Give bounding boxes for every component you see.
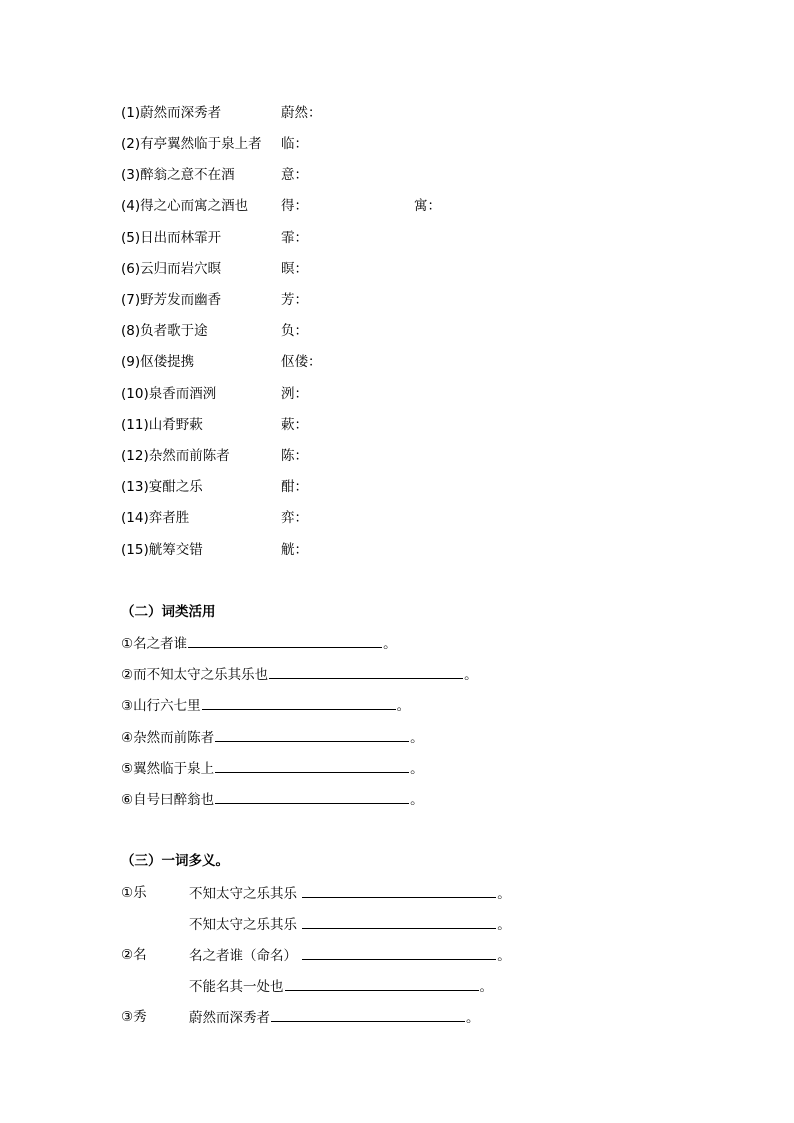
vocab-word: 陈： <box>281 448 308 464</box>
answer-blank[interactable] <box>215 728 409 742</box>
vocab-phrase: (15)觥筹交错 <box>121 542 203 558</box>
vocab-phrase: (14)弈者胜 <box>121 510 190 526</box>
polysemy-line: 蔚然而深秀者 。 <box>189 1010 480 1026</box>
vocab-word: 负： <box>281 323 308 339</box>
answer-blank[interactable] <box>215 759 409 773</box>
answer-blank[interactable] <box>285 977 479 991</box>
vocab-word: 芳： <box>281 292 308 308</box>
answer-blank[interactable] <box>271 1008 465 1022</box>
exercise-line: ②而不知太守之乐其乐也 。 <box>121 667 478 683</box>
polysemy-label: ①乐 <box>121 885 147 901</box>
vocab-phrase: (11)山肴野蔌 <box>121 417 203 433</box>
vocab-word: 伛偻： <box>281 354 322 370</box>
exercise-line: ①名之者谁 。 <box>121 636 397 652</box>
vocab-phrase: (6)云归而岩穴暝 <box>121 261 222 277</box>
answer-blank[interactable] <box>269 665 463 679</box>
vocab-phrase: (9)伛偻提携 <box>121 354 195 370</box>
vocab-word: 觥： <box>281 542 308 558</box>
vocab-word: 霏： <box>281 230 308 246</box>
answer-blank[interactable] <box>302 915 496 929</box>
exercise-line: ⑥自号曰醉翁也 。 <box>121 792 424 808</box>
vocab-word: 洌： <box>281 386 308 402</box>
vocab-word: 蔌： <box>281 417 308 433</box>
answer-blank[interactable] <box>302 884 496 898</box>
vocab-phrase: (2)有亭翼然临于泉上者 <box>121 136 262 152</box>
exercise-line: ④杂然而前陈者 。 <box>121 730 424 746</box>
vocab-phrase: (8)负者歌于途 <box>121 323 208 339</box>
vocab-phrase: (7)野芳发而幽香 <box>121 292 222 308</box>
polysemy-line: 名之者谁（命名） 。 <box>189 948 511 964</box>
vocab-word: 蔚然： <box>281 105 322 121</box>
vocab-word: 弈： <box>281 510 308 526</box>
polysemy-line: 不知太守之乐其乐 。 <box>189 917 511 933</box>
section-heading-3: （三）一词多义。 <box>121 853 229 869</box>
vocab-phrase: (5)日出而林霏开 <box>121 230 222 246</box>
polysemy-label: ③秀 <box>121 1009 147 1025</box>
answer-blank[interactable] <box>302 946 496 960</box>
answer-blank[interactable] <box>215 790 409 804</box>
vocab-word: 意： <box>281 167 308 183</box>
vocab-word: 得： <box>281 198 308 214</box>
vocab-phrase: (12)杂然而前陈者 <box>121 448 230 464</box>
vocab-phrase: (13)宴酣之乐 <box>121 479 203 495</box>
section-heading-2: （二）词类活用 <box>121 604 216 620</box>
vocab-word: 暝： <box>281 261 308 277</box>
answer-blank[interactable] <box>202 696 396 710</box>
vocab-word: 酣： <box>281 479 308 495</box>
polysemy-line: 不能名其一处也 。 <box>189 979 493 995</box>
answer-blank[interactable] <box>188 634 382 648</box>
vocab-phrase: (1)蔚然而深秀者 <box>121 105 222 121</box>
vocab-phrase: (3)醉翁之意不在酒 <box>121 167 235 183</box>
exercise-line: ⑤翼然临于泉上 。 <box>121 761 424 777</box>
exercise-line: ③山行六七里 。 <box>121 698 411 714</box>
vocab-word: 临： <box>281 136 308 152</box>
polysemy-label: ②名 <box>121 947 147 963</box>
polysemy-line: 不知太守之乐其乐 。 <box>189 886 511 902</box>
vocab-word-2: 寓： <box>414 198 441 214</box>
vocab-phrase: (4)得之心而寓之酒也 <box>121 198 249 214</box>
vocab-phrase: (10)泉香而酒洌 <box>121 386 217 402</box>
